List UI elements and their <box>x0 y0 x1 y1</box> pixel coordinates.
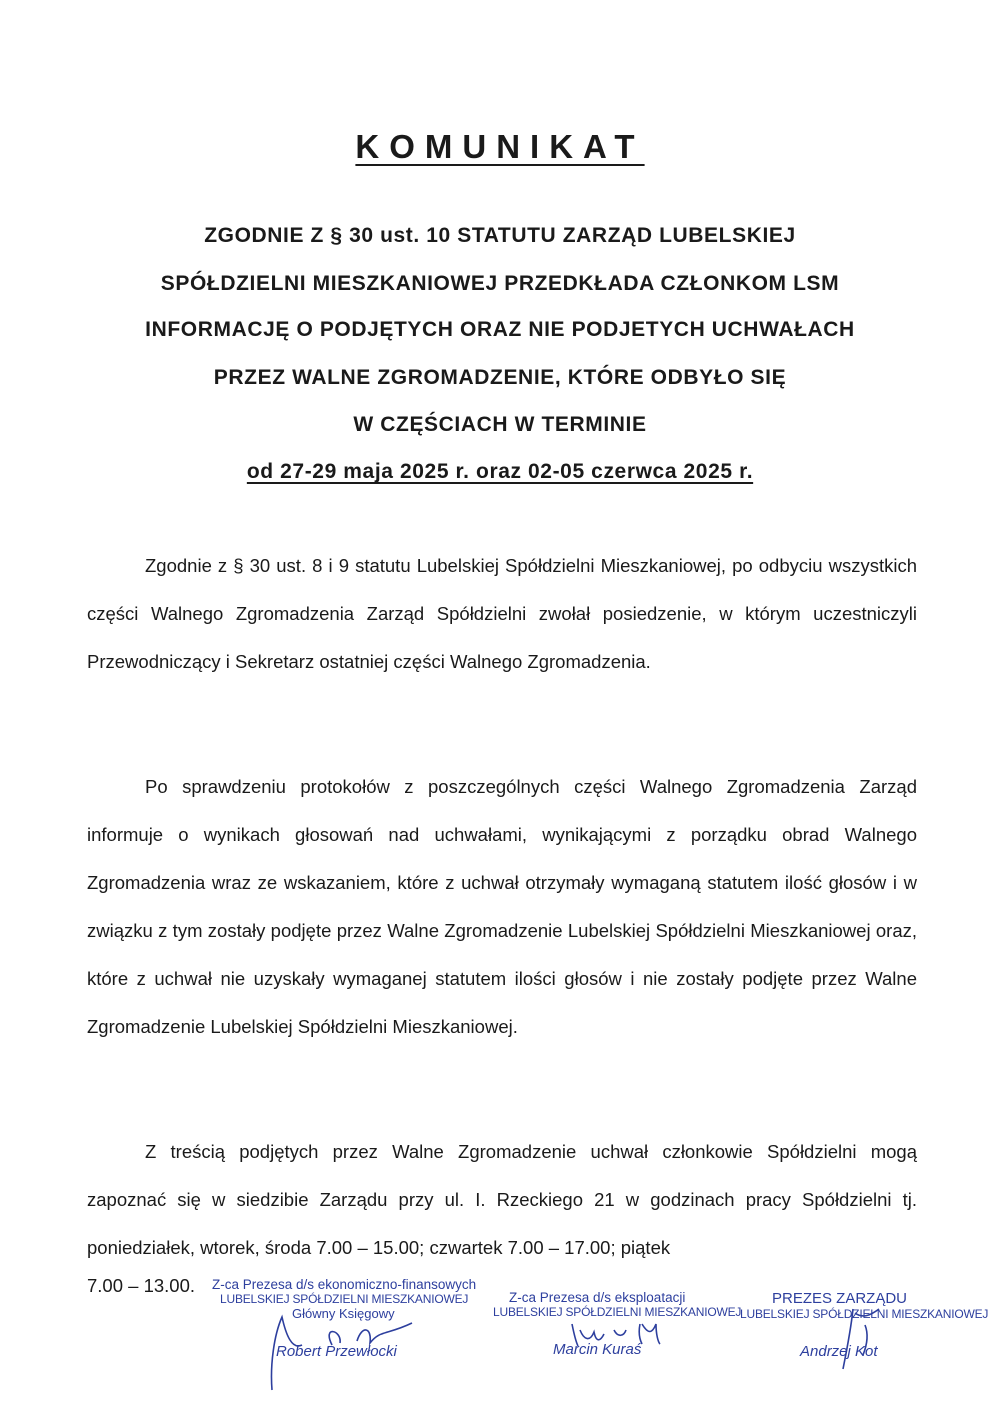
handwritten-signature-right <box>835 1305 895 1375</box>
signature-left-function: Główny Księgowy <box>292 1306 395 1321</box>
paragraph-1: Zgodnie z § 30 ust. 8 i 9 statutu Lubelskiej Spółdzielni Mieszkaniowej, po odbyciu wszystkich części Walnego Zgromadzenia Zarząd Spółdzielni zwołał posiedzenie, w którym uczestniczyli Przewodniczący i Sekretarz ostatniej części Walnego Zgromadzenia. <box>87 555 917 672</box>
handwritten-signature-left <box>262 1305 432 1400</box>
signature-right-org: LUBELSKIEJ SPÓŁDZIELNI MIESZKANIOWEJ <box>740 1307 989 1321</box>
signature-left-org: LUBELSKIEJ SPÓŁDZIELNI MIESZKANIOWEJ <box>220 1292 469 1306</box>
heading-line-2: SPÓŁDZIELNI MIESZKANIOWEJ PRZEDKŁADA CZŁONKOM LSM <box>160 272 840 295</box>
heading-line-1: ZGODNIE Z § 30 ust. 10 STATUTU ZARZĄD LUBELSKIEJ <box>204 224 796 247</box>
paragraph-2: Po sprawdzeniu protokołów z poszczególnych części Walnego Zgromadzenia Zarząd informuje o wynikach głosowań nad uchwałami, wynikającymi z porządku obrad Walnego Zgromadzenia wraz ze wskazaniem, które z uchwał otrzymały wymaganą statutem ilość głosów i w związku z tym zostały podjęte przez Walne Zgromadzenie Lubelskiej Spółdzielni Mieszkaniowej oraz, które z uchwał nie uzyskały wymaganej statutem ilości głosów i nie zostały podjęte przez Walne Zgromadzenie Lubelskiej Spółdzielni Mieszkaniowej. <box>87 776 917 1037</box>
signature-middle-org: LUBELSKIEJ SPÓŁDZIELNI MIESZKANIOWEJ <box>493 1305 742 1319</box>
heading-line-5: W CZĘŚCIACH W TERMINIE <box>353 413 647 436</box>
signature-right-name: Andrzej Kot <box>800 1343 878 1360</box>
heading-line-3: INFORMACJĘ O PODJĘTYCH ORAZ NIE PODJETYCH UCHWAŁACH <box>145 318 855 341</box>
signature-left-role: Z-ca Prezesa d/s ekonomiczno-finansowych <box>212 1277 477 1292</box>
handwritten-signature-middle <box>568 1320 668 1350</box>
document-title: KOMUNIKAT <box>355 128 645 165</box>
signature-middle-name: Marcin Kuraś <box>553 1341 642 1358</box>
heading-date: od 27-29 maja 2025 r. oraz 02-05 czerwca 2025 r. <box>246 460 754 483</box>
signature-left-name: Robert Przewłocki <box>276 1343 397 1360</box>
signature-right-role: PREZES ZARZĄDU <box>772 1290 908 1307</box>
paragraph-3-end: 7.00 – 13.00. <box>87 1275 196 1296</box>
signature-middle-role: Z-ca Prezesa d/s eksploatacji <box>509 1290 686 1305</box>
paragraph-3: Z treścią podjętych przez Walne Zgromadzenie uchwał członkowie Spółdzielni mogą zapoznać się w siedzibie Zarządu przy ul. I. Rzeckiego 21 w godzinach pracy Spółdzielni tj. poniedziałek, wtorek, środa 7.00 – 15.00; czwartek 7.00 – 17.00; piątek <box>87 1141 917 1258</box>
heading-line-4: PRZEZ WALNE ZGROMADZENIE, KTÓRE ODBYŁO SIĘ <box>213 366 787 389</box>
